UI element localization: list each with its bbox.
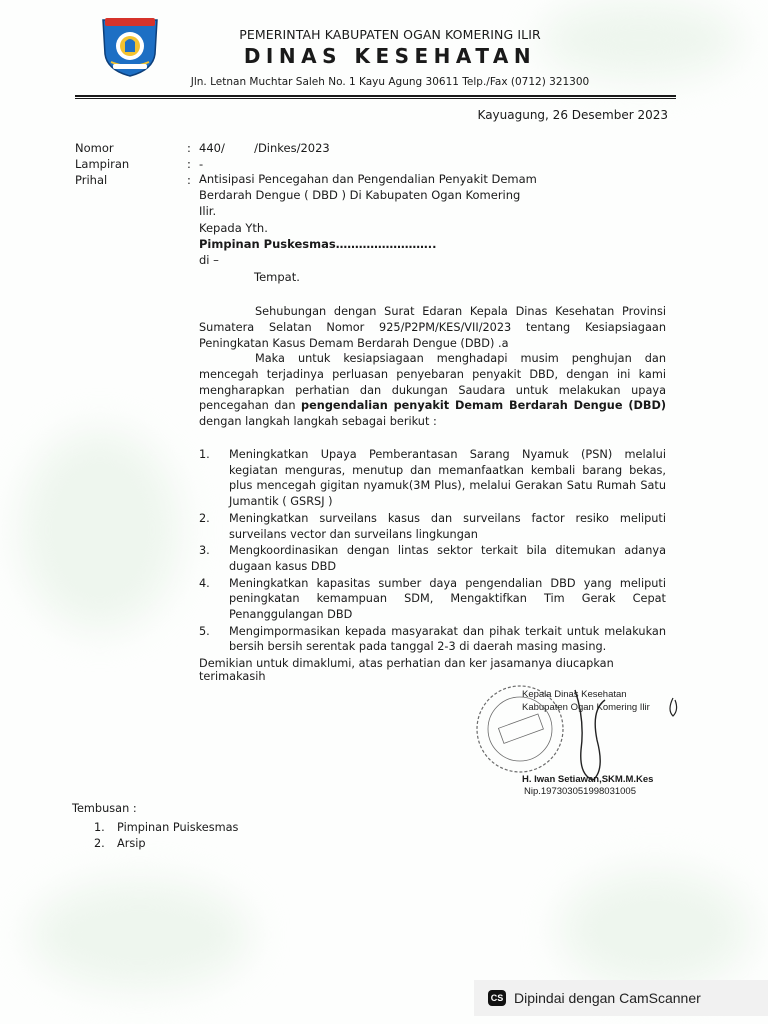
recipient-di: di – bbox=[199, 253, 219, 267]
closing-sentence: Demikian untuk dimaklumi, atas perhatian dan ker jasamanya diucapkan terimakasih bbox=[199, 657, 614, 683]
cc-text: Pimpinan Puiskesmas bbox=[117, 821, 239, 834]
list-item bbox=[199, 511, 666, 542]
paragraph-text: Sehubungan dengan Surat Edaran Kepala Dinas Kesehatan Provinsi Sumatera Selatan Nomor 925/P2PM/KES/VII/2023 tentang Kesiapsiagaan Peningkatan Kasus Demam Berdarah Dengue (DBD) .a bbox=[199, 305, 666, 350]
meta-prihal bbox=[75, 173, 199, 187]
office-title: DINAS KESEHATAN bbox=[243, 44, 537, 68]
regency-logo-icon bbox=[99, 14, 161, 78]
paragraph-intro bbox=[199, 304, 666, 351]
paragraph-text: dengan langkah langkah sebagai berikut : bbox=[199, 415, 437, 429]
meta-colon: : bbox=[187, 173, 191, 187]
signatory-position: Kepala Dinas Kesehatan bbox=[522, 689, 627, 700]
list-number: 3. bbox=[199, 544, 210, 558]
list-number: 5. bbox=[199, 624, 210, 638]
subject-text: Antisipasi Pencegahan dan Pengendalian Penyakit Demam Berdarah Dengue ( DBD ) Di Kabupaten Ogan Komering Ilir. bbox=[199, 172, 537, 218]
cc-label: Tembusan : bbox=[72, 802, 137, 815]
meta-colon: : bbox=[187, 141, 191, 155]
list-text: Meningkatkan Upaya Pemberantasan Sarang Nyamuk (PSN) melalui kegiatan menguras, menutup dan memanfaatkan kembali barang bekas, plus mencegah gigitan nyamuk(3M Plus), melalui Gerakan Satu Rumah Satu Jumantik ( GSRSJ ) bbox=[229, 448, 666, 509]
signatory-region: Kabupaten Ogan Komering Ilir bbox=[522, 702, 650, 713]
list-text: Meningkatkan surveilans kasus dan surveilans factor resiko meliputi surveilans vector dan surveilans lingkungan bbox=[229, 511, 666, 541]
government-heading: PEMERINTAH KABUPATEN OGAN KOMERING ILIR bbox=[239, 27, 541, 42]
cc-text: Arsip bbox=[117, 837, 146, 850]
meta-lampiran bbox=[75, 157, 203, 171]
list-number: 4. bbox=[199, 576, 210, 590]
list-text: Mengimpormasikan kepada masyarakat dan pihak terkait untuk melakukan bersih bersih serentak pada tanggal 2-3 di daerah masing masing. bbox=[229, 624, 666, 654]
meta-nomor bbox=[75, 141, 330, 155]
list-number: 2. bbox=[199, 511, 210, 525]
steps-list bbox=[199, 447, 666, 656]
signatory-name: H. Iwan Setiawan,SKM.M.Kes bbox=[522, 774, 654, 785]
list-item bbox=[199, 624, 666, 655]
recipient-name: Pimpinan Puskesmas…………………….. bbox=[199, 237, 437, 251]
background-blob bbox=[560, 870, 750, 990]
letter-date: Kayuagung, 26 Desember 2023 bbox=[477, 108, 668, 122]
meta-colon: : bbox=[187, 157, 191, 171]
paragraph-text: Maka untuk kesiapsiagaan menghadapi musim penghujan dan mencegah terjadinya perluasan penyebaran penyakit DBD, dengan ini kami mengharapkan perhatian dan dukungan Saudara untuk melakukan upaya pencegahan dan bbox=[199, 352, 666, 413]
paragraph-emphasis: pengendalian penyakit Demam Berdarah Dengue (DBD) bbox=[301, 399, 667, 413]
list-item bbox=[199, 447, 666, 510]
background-blob bbox=[30, 880, 250, 990]
cc-item bbox=[94, 837, 146, 850]
camscanner-watermark bbox=[474, 980, 768, 1016]
list-item bbox=[199, 576, 666, 623]
meta-value: - bbox=[199, 157, 204, 171]
office-address: Jln. Letnan Muchtar Saleh No. 1 Kayu Agung 30611 Telp./Fax (0712) 321300 bbox=[190, 76, 590, 88]
list-text: Meningkatkan kapasitas sumber daya pengendalian DBD yang meliputi peningkatan kemampuan SDM, Mengaktifkan Tim Gerak Cepat Penanggulangan DBD bbox=[229, 576, 666, 622]
camscanner-logo-icon: CS bbox=[488, 990, 506, 1006]
list-text: Mengkoordinasikan dengan lintas sektor terkait bila ditemukan adanya dugaan kasus DBD bbox=[229, 544, 666, 573]
list-item bbox=[199, 543, 666, 574]
signatory-nip: Nip.197303051998031005 bbox=[524, 786, 636, 797]
list-number: 1. bbox=[199, 448, 210, 461]
meta-label: Lampiran bbox=[75, 157, 130, 171]
recipient-greeting: Kepada Yth. bbox=[199, 221, 268, 235]
recipient-place: Tempat. bbox=[254, 270, 300, 284]
header-divider bbox=[75, 95, 676, 97]
cc-number: 1. bbox=[94, 821, 105, 834]
meta-label: Prihal bbox=[75, 173, 108, 187]
cc-item bbox=[94, 821, 238, 834]
paragraph-action bbox=[199, 351, 666, 430]
meta-value: 440/ /Dinkes/2023 bbox=[199, 141, 330, 155]
meta-label: Nomor bbox=[75, 141, 114, 155]
camscanner-text: Dipindai dengan CamScanner bbox=[514, 990, 701, 1006]
cc-number: 2. bbox=[94, 837, 105, 850]
background-blob bbox=[20, 430, 180, 630]
header-divider-thin bbox=[75, 98, 676, 99]
